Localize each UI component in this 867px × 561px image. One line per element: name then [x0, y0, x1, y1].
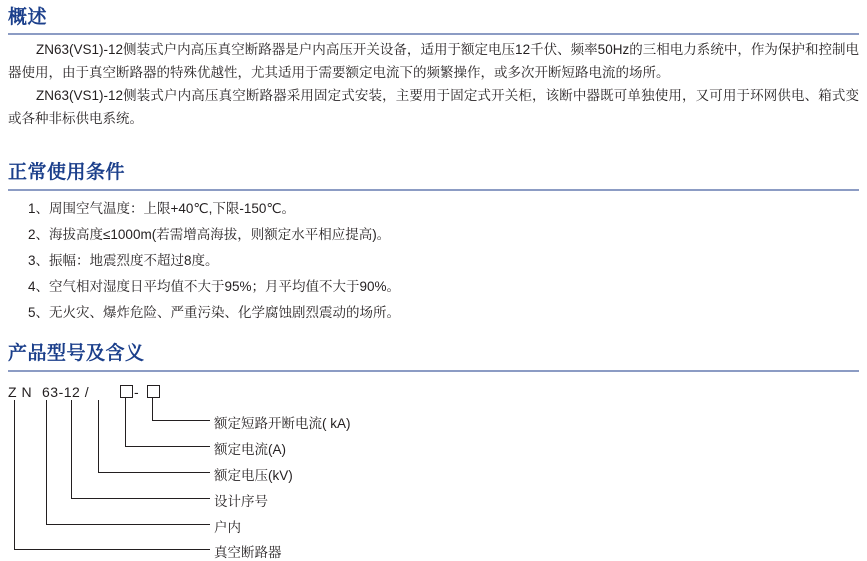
model-legend-3: 额定电压(kV)	[214, 468, 293, 483]
model-code-prefix: Z N	[8, 384, 33, 400]
section-title-overview: 概述	[8, 7, 48, 28]
leader-vline-6	[14, 400, 15, 550]
condition-item-5: 5、无火灾、爆炸危险、严重污染、化学腐蚀剧烈震动的场所。	[28, 305, 401, 320]
condition-item-4: 4、空气相对湿度日平均值不大于95%；月平均值不大于90%。	[28, 279, 401, 294]
section-title-model: 产品型号及含义	[8, 343, 145, 364]
model-legend-6: 真空断路器	[214, 545, 282, 560]
overview-paragraph-2: ZN63(VS1)-12侧装式户内高压真空断路器采用固定式安装，主要用于固定式开关柜，该断中器既可单独使用，又可用于环网供电、箱式变或各种非标供电系统。	[8, 88, 859, 126]
section-divider-conditions	[8, 189, 859, 191]
section-divider-overview	[8, 33, 859, 35]
section-divider-model	[8, 370, 859, 372]
overview-paragraph-1: ZN63(VS1)-12侧装式户内高压真空断路器是户内高压开关设备，适用于额定电压12千伏、频率50Hz的三相电力系统中，作为保护和控制电器使用，由于真空断路器的特殊优越性，尤其适用于需要额定电流下的频繁操作，或多次开断短路电流的场所。	[8, 42, 859, 80]
leader-vline-1	[152, 398, 153, 421]
leader-hline-3	[98, 472, 210, 473]
section-body-conditions	[28, 196, 859, 326]
leader-hline-5	[46, 524, 210, 525]
model-code-box-1	[120, 385, 133, 398]
leader-vline-5	[46, 400, 47, 525]
model-legend-4: 设计序号	[214, 494, 268, 509]
model-code-middle: 63-12 /	[42, 384, 90, 400]
condition-item-2: 2、海拔高度≤1000m(若需增高海拔，则额定水平相应提高)。	[28, 227, 391, 242]
section-title-conditions: 正常使用条件	[8, 162, 126, 183]
leader-vline-4	[71, 400, 72, 499]
model-legend-5: 户内	[214, 520, 241, 535]
leader-hline-1	[152, 420, 210, 421]
condition-item-1: 1、周围空气温度：上限+40℃,下限-150℃。	[28, 201, 296, 216]
model-code-box-2	[147, 385, 160, 398]
leader-vline-2	[125, 398, 126, 447]
leader-hline-2	[125, 446, 210, 447]
leader-hline-4	[71, 498, 210, 499]
model-legend-2: 额定电流(A)	[214, 442, 286, 457]
model-legend-1: 额定短路开断电流( kA)	[214, 416, 351, 431]
section-body-overview	[8, 38, 859, 130]
model-code-separator: -	[134, 384, 140, 400]
leader-vline-3	[98, 400, 99, 473]
leader-hline-6	[14, 549, 210, 550]
condition-item-3: 3、振幅：地震烈度不超过8度。	[28, 253, 219, 268]
model-designation-diagram	[0, 378, 867, 560]
